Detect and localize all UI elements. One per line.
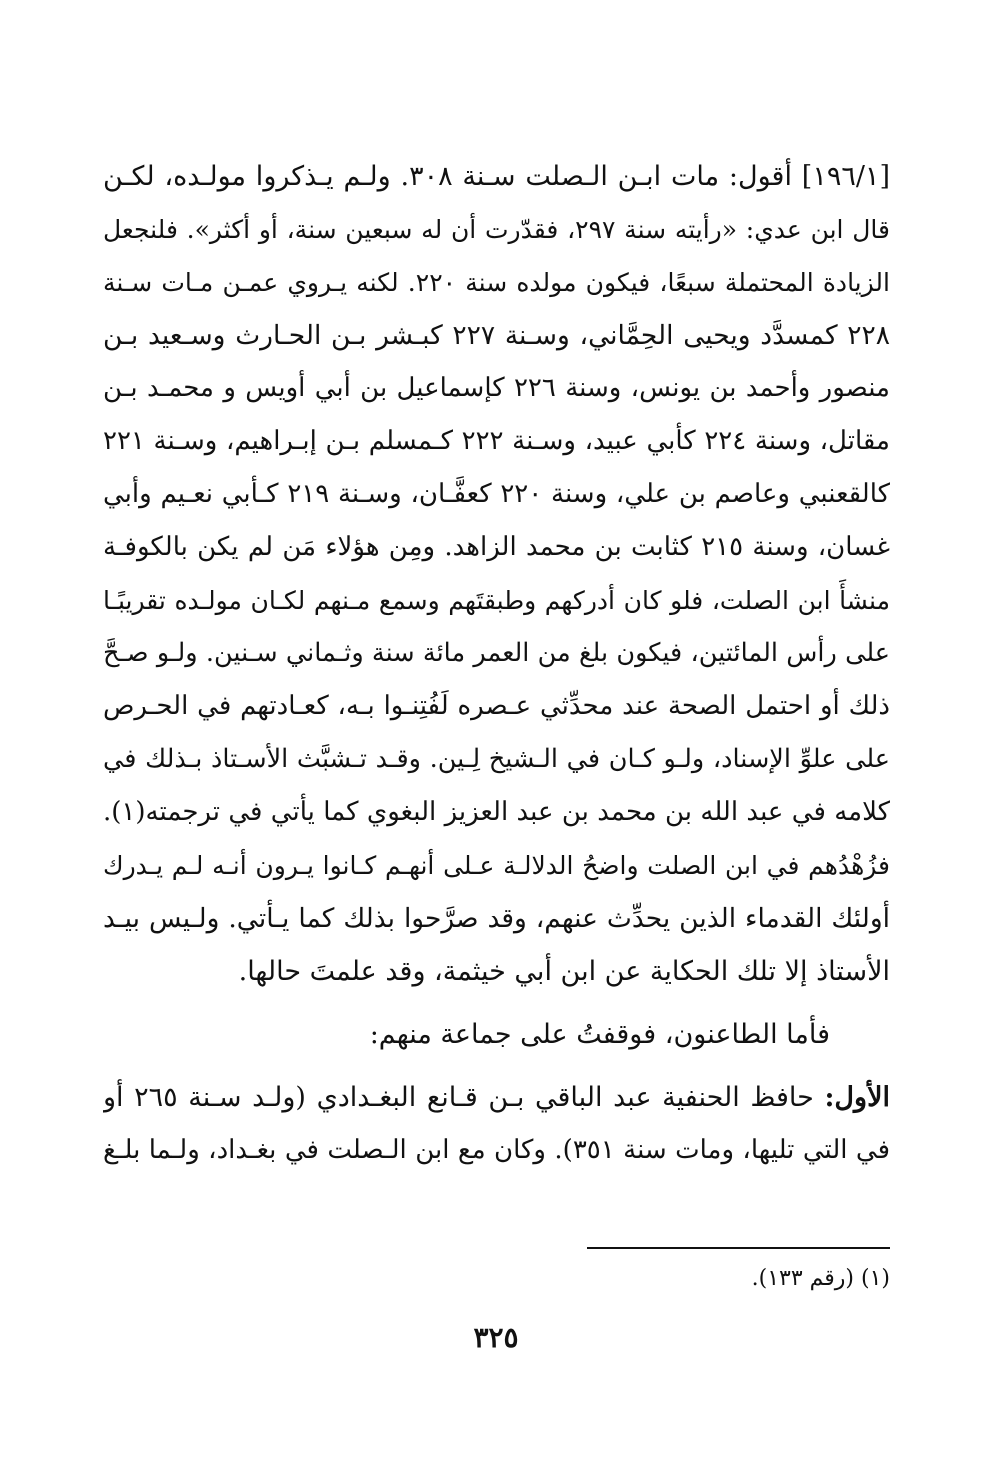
text-line (103, 1071, 890, 1124)
text-line: [١٩٦/١] أقول: مات ابـن الـصلت سـنة ٣٠٨. ولـم يـذكروا مولـده، لكـن (103, 161, 890, 192)
text-line: الأستاذ إلا تلك الحكاية عن ابن أبي خيثمة، وقد علمتَ حالها. (238, 956, 890, 987)
text-line: فزُهْدُهم في ابن الصلت واضحُ الدلالـة عـلى أنهـم كـانوا يـرون أنـه لـم يـدرك (103, 851, 890, 880)
text-line: مقاتل، وسنة ٢٢٤ كأبي عبيد، وسـنة ٢٢٢ كـمسلم بـن إبـراهيم، وسـنة ٢٢١ (103, 426, 890, 456)
text-line: ٢٢٨ كمسدَّد ويحيى الحِمَّاني، وسـنة ٢٢٧ كبـشر بـن الحـارث وسـعيد بـن (103, 320, 890, 351)
page-number: ٣٢٥ (473, 1321, 519, 1354)
text-run: حافظ الحنفية عبد الباقي بـن قـانع البغـدادي (ولـد سـنة ٢٦٥ أو (103, 1082, 814, 1113)
paragraph-gap (103, 998, 890, 1008)
lead-word: الأول: (824, 1082, 890, 1113)
text-line: غسان، وسنة ٢١٥ كثابت بن محمد الزاهد. ومِن هؤلاء مَن لم يكن بالكوفـة (103, 532, 890, 562)
text-line: فأما الطاعنون، فوقفتُ على جماعة منهم: (369, 1019, 830, 1050)
text-line: ذلك أو احتمل الصحة عند محدِّثي عـصره لَفُتِنـوا بـه، كعـادتهم في الحـرص (103, 691, 890, 721)
footnote: (١) (رقم ١٣٣). (751, 1266, 890, 1291)
text-line: قال ابن عدي: «رأيته سنة ٢٩٧، فقدّرت أن له سبعين سنة، أو أكثر». فلنجعل (103, 215, 890, 244)
body-text (103, 150, 890, 1177)
text-line: كالقعنبي وعاصم بن علي، وسنة ٢٢٠ كعفَّـان، وسـنة ٢١٩ كـأبي نعـيم وأبي (103, 479, 890, 509)
text-line: في التي تليها، ومات سنة ٣٥١). وكان مع ابن الـصلت في بغـداد، ولـما بلـغ (103, 1135, 890, 1165)
paragraph-intro (103, 1008, 890, 1061)
text-line: كلامه في عبد الله بن محمد بن عبد العزيز البغوي كما يأتي في ترجمته(١). (103, 797, 890, 827)
text-line: منصور وأحمد بن يونس، وسنة ٢٢٦ كإسماعيل بن أبي أويس و محمـد بـن (103, 373, 890, 403)
text-line: على رأس المائتين، فيكون بلغ من العمر مائة سنة وثـماني سـنين. ولـو صـحَّ (103, 638, 890, 668)
text-line: منشأَ ابن الصلت، فلو كان أدركهم وطبقتَهم وسمع مـنهم لكـان مولـده تقريبًـا (103, 586, 890, 615)
text-line: على علوِّ الإسناد، ولـو كـان في الـشيخ لِـين. وقـد تـشبَّث الأسـتاذ بـذلك في (103, 744, 890, 774)
paragraph-gap (103, 1061, 890, 1071)
paragraph-first-critic (103, 1071, 890, 1177)
paragraph-main (103, 150, 890, 998)
footnote-divider (587, 1247, 890, 1249)
text-line: أولئك القدماء الذين يحدِّث عنهم، وقد صرَّحوا بذلك كما يـأتي. ولـيس بيـد (103, 903, 890, 934)
text-line: الزيادة المحتملة سبعًا، فيكون مولده سنة ٢٢٠. لكنه يـروي عمـن مـات سـنة (103, 268, 890, 297)
